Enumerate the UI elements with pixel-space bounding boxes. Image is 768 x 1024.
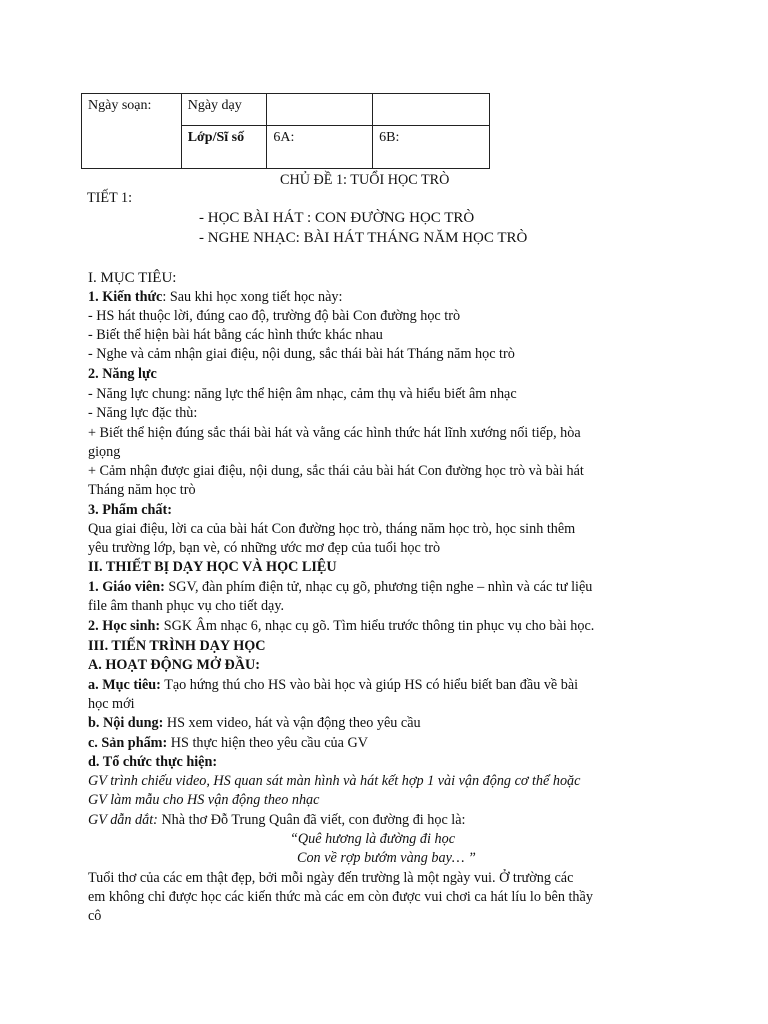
poem-line: Con về rợp bướm vàng bay… ” xyxy=(297,850,476,866)
pham-chat-line: Qua giai điệu, lời ca của bài hát Con đường học trò, tháng năm học trò, học sinh thêm xyxy=(88,521,576,537)
noi-dung-text: HS xem video, hát và vận động theo yêu cầu xyxy=(163,715,421,731)
ngay-day-label: Ngày dạy xyxy=(187,98,242,113)
paragraph-line: cô xyxy=(88,908,102,924)
kien-thuc-item: - Biết thể hiện bài hát bằng các hình thức khác nhau xyxy=(88,327,383,343)
hoc-sinh-line xyxy=(88,617,594,636)
lop-6a-label: 6A: xyxy=(273,130,295,145)
kien-thuc-line xyxy=(88,288,342,307)
to-chuc-label: d. Tổ chức thực hiện: xyxy=(88,754,218,770)
section-1-title: I. MỤC TIÊU: xyxy=(88,270,177,286)
paragraph-line: em không chỉ được học các kiến thức mà các em còn được vui chơi ca hát líu lo bên thầy xyxy=(88,889,593,905)
lop-si-so-cell xyxy=(181,126,267,169)
to-chuc-line: GV làm mẫu cho HS vận động theo nhạc xyxy=(88,792,320,808)
ngay-soan-label: Ngày soạn: xyxy=(88,98,152,113)
nang-luc-item: giọng xyxy=(88,444,121,460)
to-chuc-line: GV trình chiếu video, HS quan sát màn hình và hát kết hợp 1 vài vận động cơ thể hoặc xyxy=(88,773,581,789)
lesson-item: - NGHE NHẠC: BÀI HÁT THÁNG NĂM HỌC TRÒ xyxy=(199,230,528,246)
muc-tieu-line: học mới xyxy=(88,696,135,712)
hoc-sinh-text: SGK Âm nhạc 6, nhạc cụ gõ. Tìm hiểu trước thông tin phục vụ cho bài học. xyxy=(160,618,595,634)
nang-luc-item: Tháng năm học trò xyxy=(88,482,196,498)
section-2-title: II. THIẾT BỊ DẠY HỌC VÀ HỌC LIỆU xyxy=(88,559,337,575)
section-3-title: III. TIẾN TRÌNH DẠY HỌC xyxy=(88,638,266,654)
kien-thuc-text: : Sau khi học xong tiết học này: xyxy=(162,289,343,305)
san-pham-text: HS thực hiện theo yêu cầu của GV xyxy=(167,735,368,751)
nang-luc-label: 2. Năng lực xyxy=(88,366,157,382)
topic-title: CHỦ ĐỀ 1: TUỔI HỌC TRÒ xyxy=(280,172,450,188)
kien-thuc-item: - Nghe và cảm nhận giai điệu, nội dung, sắc thái bài hát Tháng năm học trò xyxy=(88,346,515,362)
empty-cell xyxy=(373,94,490,126)
lop-6b-label: 6B: xyxy=(379,130,400,145)
san-pham-label: c. Sản phẩm: xyxy=(88,735,168,751)
lop-si-so-label: Lớp/Sĩ số xyxy=(187,130,245,145)
muc-tieu-label: a. Mục tiêu: xyxy=(88,677,161,693)
giao-vien-label: 1. Giáo viên: xyxy=(88,579,165,595)
pham-chat-label: 3. Phẩm chất: xyxy=(88,502,172,518)
pham-chat-line: yêu trường lớp, bạn vè, có những ước mơ đẹp của tuổi học trò xyxy=(88,540,441,556)
kien-thuc-label: 1. Kiến thức xyxy=(88,289,163,305)
nang-luc-item: - Năng lực đặc thù: xyxy=(88,405,198,421)
ngay-soan-cell xyxy=(82,94,182,169)
san-pham-line xyxy=(88,734,368,753)
poem-quote xyxy=(0,830,476,868)
hoc-sinh-label: 2. Học sinh: xyxy=(88,618,161,634)
noi-dung-line xyxy=(88,714,421,733)
muc-tieu-text: Tạo hứng thú cho HS vào bài học và giúp HS có hiểu biết ban đầu về bài xyxy=(160,677,579,693)
ngay-day-cell xyxy=(181,94,267,126)
dan-dat-label: GV dẫn dắt: xyxy=(88,812,158,828)
nang-luc-item: + Biết thể hiện đúng sắc thái bài hát và vằng các hình thức hát lĩnh xướng nối tiếp, hòa xyxy=(88,425,581,441)
lop-6b-cell xyxy=(373,126,490,169)
giao-vien-text: SGV, đàn phím điện tử, nhạc cụ gõ, phương tiện nghe – nhìn và các tư liệu xyxy=(164,579,593,595)
empty-cell xyxy=(267,94,373,126)
paragraph-line: Tuổi thơ của các em thật đẹp, bởi mỗi ngày đến trường là một ngày vui. Ở trường các xyxy=(88,870,574,886)
activity-a-title: A. HOẠT ĐỘNG MỞ ĐẦU: xyxy=(88,657,260,673)
dan-dat-text: Nhà thơ Đỗ Trung Quân đã viết, con đường đi học là: xyxy=(157,812,466,828)
muc-tieu-line xyxy=(88,676,578,695)
dan-dat-line xyxy=(88,811,465,830)
lesson-label: TIẾT 1: xyxy=(87,190,133,206)
nang-luc-item: - Năng lực chung: năng lực thể hiện âm nhạc, cảm thụ và hiểu biết âm nhạc xyxy=(88,386,517,402)
giao-vien-line xyxy=(88,578,592,597)
noi-dung-label: b. Nội dung: xyxy=(88,715,164,731)
header-table xyxy=(81,93,490,169)
poem-line: “Quê hương là đường đi học xyxy=(290,831,455,847)
kien-thuc-item: - HS hát thuộc lời, đúng cao độ, trường độ bài Con đường học trò xyxy=(88,308,461,324)
giao-vien-line: file âm thanh phục vụ cho tiết dạy. xyxy=(88,598,285,614)
nang-luc-item: + Cảm nhận được giai điệu, nội dung, sắc thái cảu bài hát Con đường học trò và bài hát xyxy=(88,463,584,479)
lop-6a-cell xyxy=(267,126,373,169)
lesson-item: - HỌC BÀI HÁT : CON ĐƯỜNG HỌC TRÒ xyxy=(199,210,475,226)
